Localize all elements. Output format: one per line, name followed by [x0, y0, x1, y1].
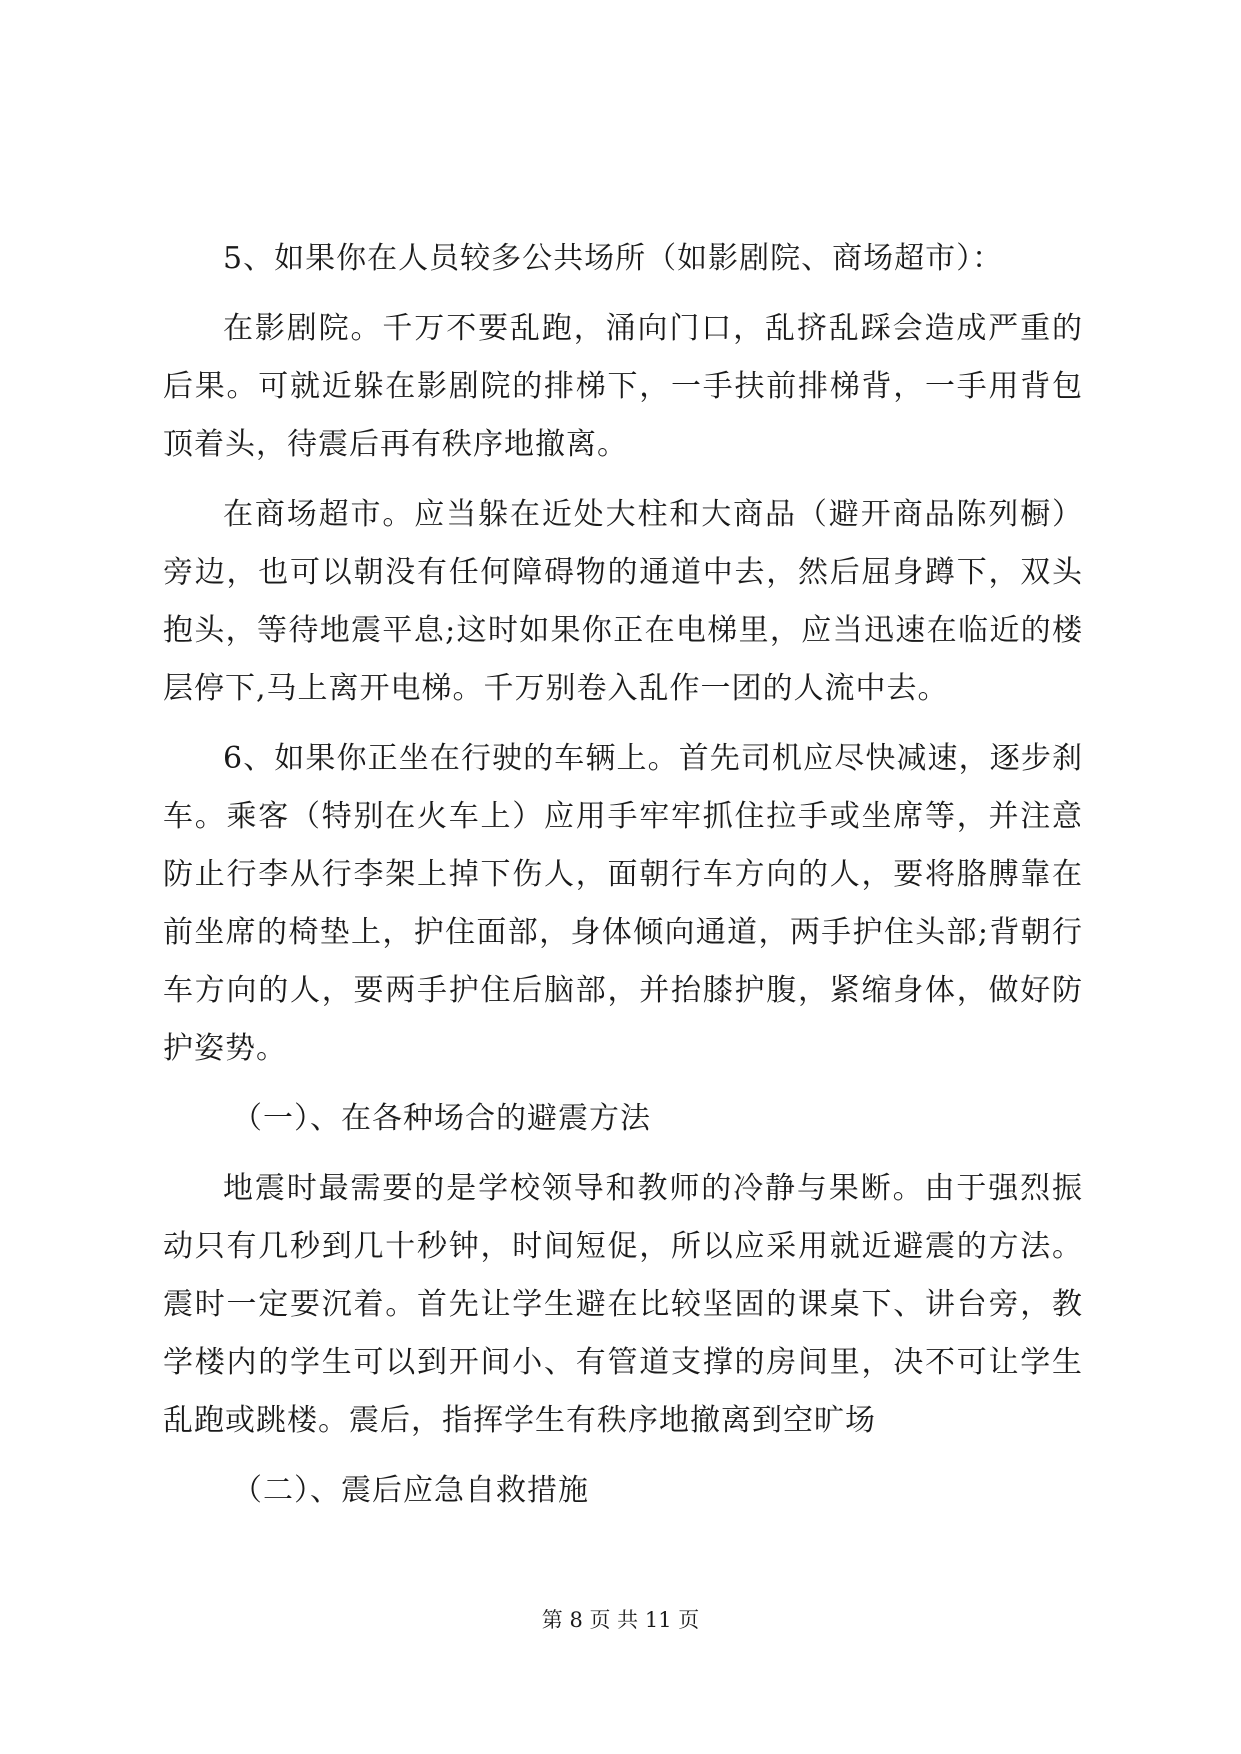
paragraph-theater: 在影剧院。千万不要乱跑，涌向门口，乱挤乱踩会造成严重的后果。可就近躲在影剧院的排梯下，一手扶前排梯背，一手用背包顶着头，待震后再有秩序地撤离。: [163, 311, 1083, 462]
paragraph-public-places: 5、如果你在人员较多公共场所（如影剧院、商场超市）：: [223, 241, 1004, 276]
section-heading-2: （二）、震后应急自救措施: [232, 1473, 589, 1508]
paragraph-vehicle: 6、如果你正坐在行驶的车辆上。首先司机应尽快减速，逐步刹车。乘客（特别在火车上）应用手牢牢抓住拉手或坐席等，并注意防止行李从行李架上掉下伤人，面朝行车方向的人，要将胳膊靠在前坐席的椅垫上，护住面部，身体倾向通道，两手护住头部;背朝行车方向的人，要两手护住后脑部，并抬膝护腹，紧缩身体，做好防护姿势。: [163, 741, 1083, 1066]
paragraph-supermarket: 在商场超市。应当躲在近处大柱和大商品（避开商品陈列橱）旁边，也可以朝没有任何障碍物的通道中去，然后屈身蹲下，双头抱头，等待地震平息;这时如果你正在电梯里，应当迅速在临近的楼层停下,马上离开电梯。千万别卷入乱作一团的人流中去。: [163, 497, 1083, 706]
section-heading-1: （一）、在各种场合的避震方法: [232, 1101, 651, 1136]
paragraph-school: 地震时最需要的是学校领导和教师的冷静与果断。由于强烈振动只有几秒到几十秒钟，时间短促，所以应采用就近避震的方法。震时一定要沉着。首先让学生避在比较坚固的课桌下、讲台旁，教学楼内的学生可以到开间小、有管道支撑的房间里，决不可让学生乱跑或跳楼。震后，指挥学生有秩序地撤离到空旷场: [163, 1171, 1083, 1438]
page-number-footer: 第 8 页 共 11 页: [541, 1608, 700, 1632]
document-body: [163, 230, 1083, 1532]
